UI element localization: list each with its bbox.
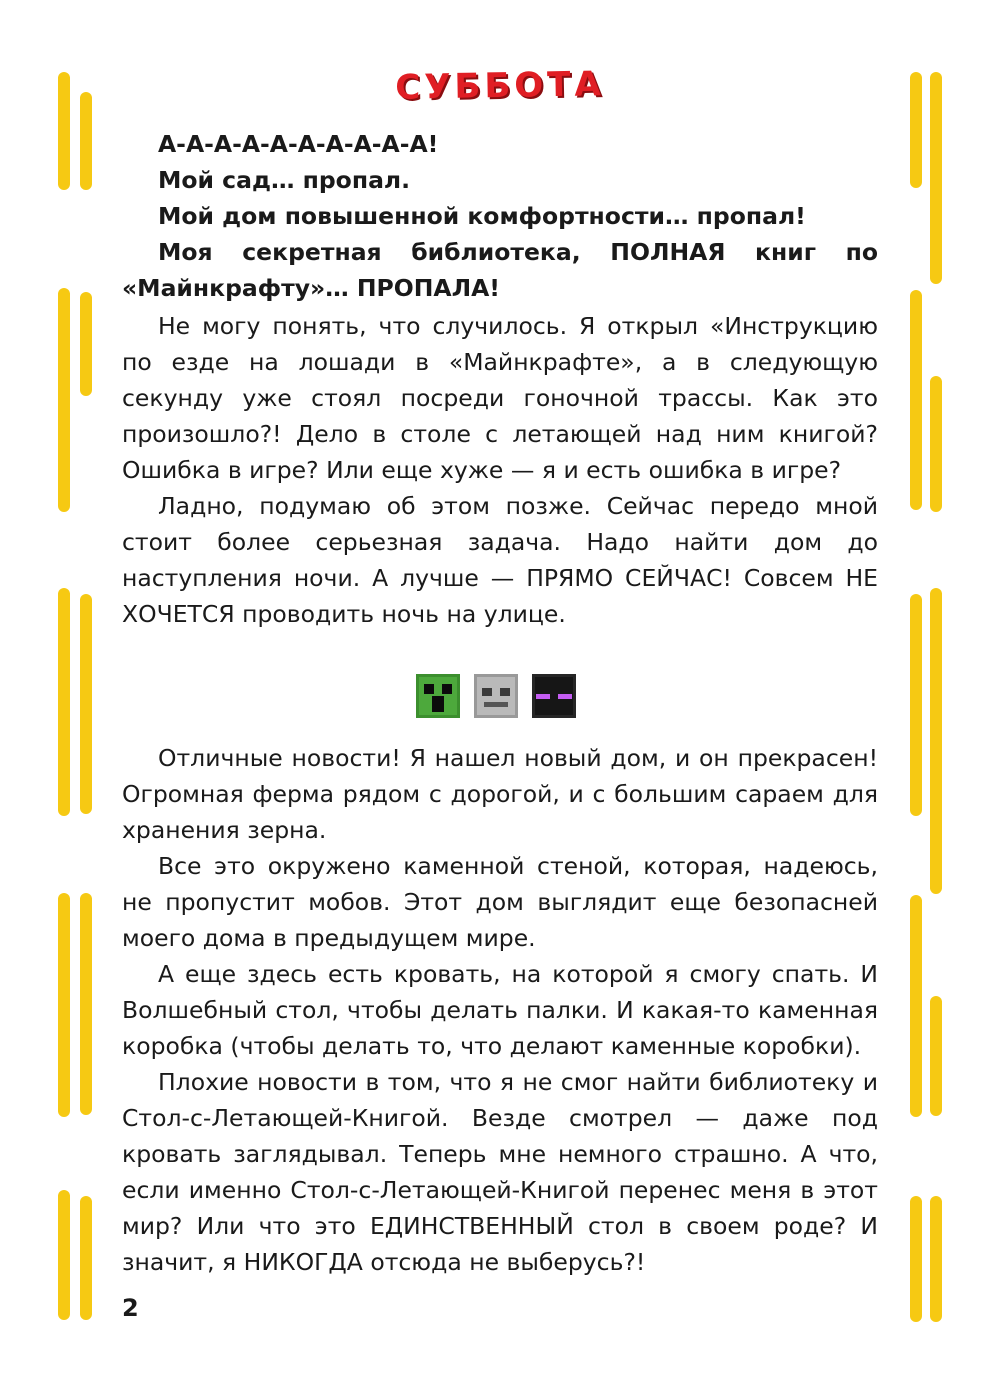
left-stripe-outer-4 <box>58 893 70 1117</box>
left-stripe-inner-4 <box>80 893 92 1115</box>
right-stripe-outer-2 <box>930 376 942 512</box>
right-stripe-inner-4 <box>910 895 922 1117</box>
right-stripe-outer-1 <box>930 72 942 284</box>
paragraph: Плохие новости в том, что я не смог найти библиотеку и Стол-с-Летающей-Книгой. Везде смотрел — даже под кровать заглядывал. Теперь мне немного страшно. А что, если именно Стол-с-Летающей-Книгой перенес меня в этот мир? Или что это ЕДИНСТВЕННЫЙ стол в своем роде? И значит, я НИКОГДА отсюда не выберусь?! <box>122 1068 878 1276</box>
bold-line: Мой дом повышенной комфортности… пропал! <box>158 202 806 230</box>
bold-line: А-А-А-А-А-А-А-А-А-А! <box>158 130 439 158</box>
paragraph: Ладно, подумаю об этом позже. Сейчас передо мной стоит более серьезная задача. Надо найти дом до наступления ночи. А лучше — ПРЯМО СЕЙЧАС! Совсем НЕ ХОЧЕТСЯ проводить ночь на улице. <box>122 492 878 628</box>
paragraph: А еще здесь есть кровать, на которой я смогу спать. И Волшебный стол, чтобы делать палки. И какая-то каменная коробка (чтобы делать то, что делают каменные коробки). <box>122 960 878 1060</box>
right-stripe-inner-3 <box>910 594 922 816</box>
page-number: 2 <box>122 1294 139 1322</box>
left-stripe-inner-5 <box>80 1196 92 1320</box>
section-two <box>122 740 878 1280</box>
section-one <box>122 308 878 632</box>
right-stripe-outer-3 <box>930 588 942 894</box>
left-stripe-outer-5 <box>58 1190 70 1320</box>
right-stripe-inner-5 <box>910 1196 922 1322</box>
right-stripe-inner-2 <box>910 290 922 510</box>
left-stripe-outer-3 <box>58 588 70 816</box>
enderman-icon <box>532 674 576 718</box>
bold-line: Мой сад… пропал. <box>158 166 411 194</box>
skeleton-icon <box>474 674 518 718</box>
left-stripe-outer-2 <box>58 288 70 512</box>
paragraph: Отличные новости! Я нашел новый дом, и он прекрасен! Огромная ферма рядом с дорогой, и с большим сараем для хранения зерна. <box>122 744 878 844</box>
right-stripe-outer-4 <box>930 996 942 1116</box>
section-divider <box>416 674 576 718</box>
creeper-icon <box>416 674 460 718</box>
paragraph: Все это окружено каменной стеной, которая, надеюсь, не пропустит мобов. Этот дом выглядит еще безопасней моего дома в предыдущем мире. <box>122 852 878 952</box>
paragraph: Не могу понять, что случилось. Я открыл «Инструкцию по езде на лошади в «Майнкрафте», а в следующую секунду уже стоял посреди гоночной трассы. Как это произошло?! Дело в столе с летающей над ним книгой? Ошибка в игре? Или еще хуже — я и есть ошибка в игре? <box>122 312 878 484</box>
day-title: СУББОТА <box>394 64 606 108</box>
right-stripe-outer-5 <box>930 1196 942 1322</box>
bold-intro <box>122 126 878 306</box>
left-stripe-inner-2 <box>80 292 92 396</box>
left-stripe-inner-3 <box>80 594 92 814</box>
bold-line: Моя секретная библиотека, ПОЛНАЯ книг по «Майнкрафту»… ПРОПАЛА! <box>122 238 878 302</box>
